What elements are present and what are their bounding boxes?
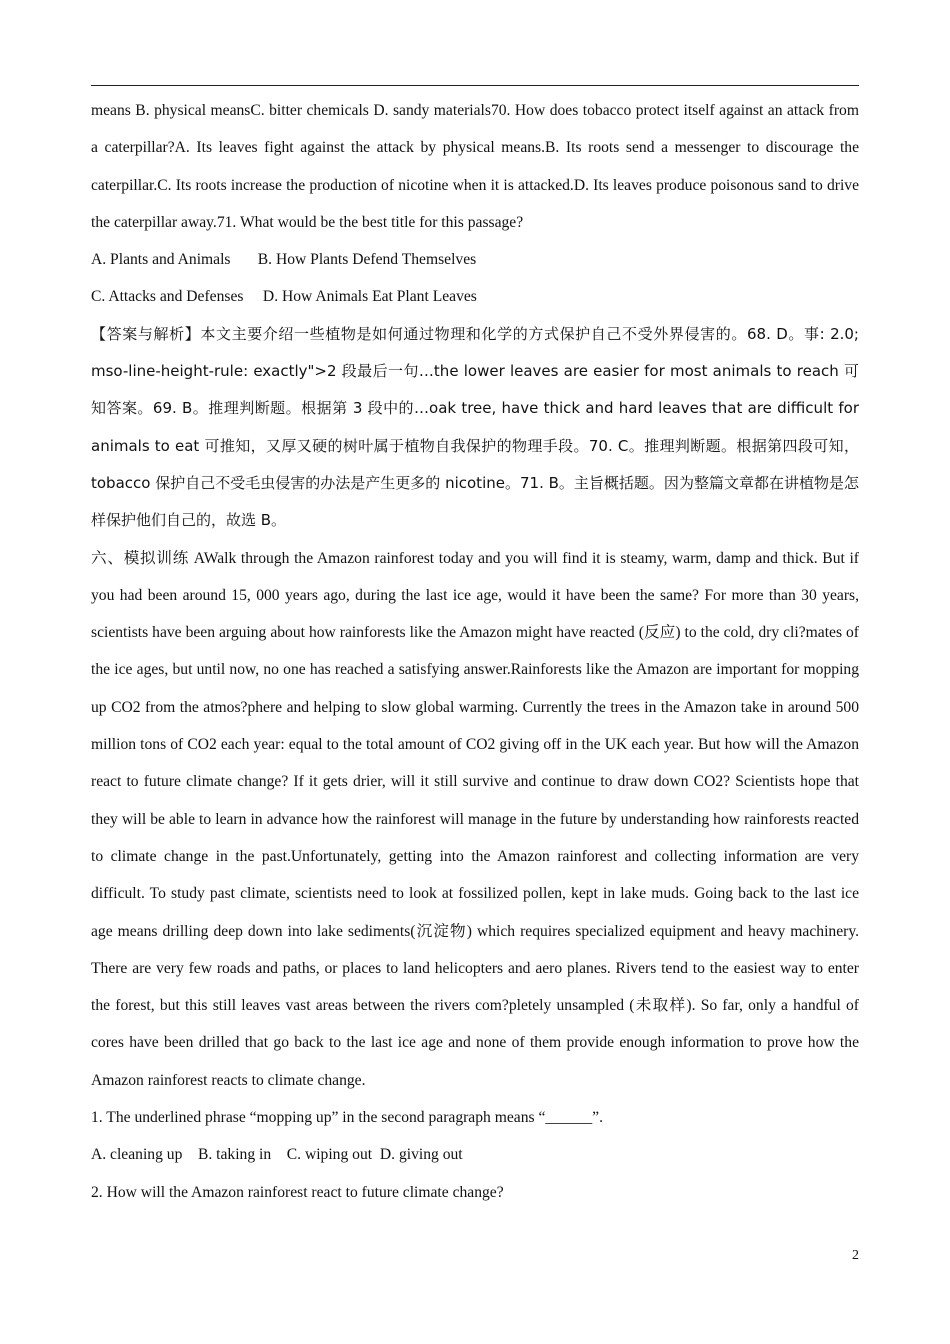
page-content [91,92,859,1211]
question-1-options: A. cleaning up B. taking in C. wiping out D. giving out [91,1146,463,1164]
question-70-71-paragraph: means B. physical meansC. bitter chemicals D. sandy materials70. How does tobacco protect itself against an attack from a caterpillar?A. Its leaves fight against the attack by physical means.B. Its roots send a messenger to discourage the caterpillar.C. Its roots increase the production of nicotine when it is attacked.D. Its leaves produce poisonous sand to drive the caterpillar away.71. What would be the best title for this passage? [91,102,859,231]
question-1: 1. The underlined phrase “mopping up” in the second paragraph means “______”. [91,1109,603,1127]
header-rule [91,85,859,86]
question-71-options-cd: C. Attacks and Defenses D. How Animals Eat Plant Leaves [91,288,477,306]
reading-passage: 六、模拟训练 AWalk through the Amazon rainforest today and you will find it is steamy, warm, damp and thick. But if you had been around 15, 000 years ago, during the last ice age, would it have been the same? For more than 30 years, scientists have been arguing about how rainforests like the Amazon might have reacted (反应) to the cold, dry cli?mates of the ice ages, but until now, no one has reached a satisfying answer.Rainforests like the Amazon are important for mopping up CO2 from the atmos?phere and helping to slow global warming. Currently the trees in the Amazon take in around 500 million tons of CO2 each year: equal to the total amount of CO2 giving off in the UK each year. But how will the Amazon react to future climate change? If it gets drier, will it still survive and continue to draw down CO2? Scientists hope that they will be able to learn in advance how the rainforest will manage in the future by understanding how rainforests reacted to climate change in the past.Unfortunately, getting into the Amazon rainforest and collecting information are very difficult. To study past climate, scientists need to look at fossilized pollen, kept in lake muds. Going back to the last ice age means drilling deep down into lake sediments(沉淀物) which requires specialized equipment and heavy machinery. There are very few roads and paths, or places to land helicopters and aero planes. Rivers tend to the easiest way to enter the forest, but this still leaves vast areas between the rivers com?pletely unsampled (未取样). So far, only a handful of cores have been drilled that go back to the last ice age and none of them provide enough information to prove how the Amazon rainforest reacts to climate change. [91,549,859,1089]
page-number: 2 [852,1248,859,1263]
question-71-options-ab: A. Plants and Animals B. How Plants Defend Themselves [91,251,477,269]
answer-explanation: 【答案与解析】本文主要介绍一些植物是如何通过物理和化学的方式保护自己不受外界侵害的。68. D。事: 2.0; mso-line-height-rule: exactly">2 段最后一句…the lower leaves are easier for most animals to reach 可知答案。69. B。推理判断题。根据第 3 段中的…oak tree, have thick and hard leaves that are difficult for animals to eat 可推知，又厚又硬的树叶属于植物自我保护的物理手段。70. C。推理判断题。根据第四段可知，tobacco 保护自己不受毛虫侵害的办法是产生更多的 nicotine。71. B。主旨概括题。因为整篇文章都在讲植物是怎样保护他们自己的，故选 B。 [91,324,859,530]
question-2: 2. How will the Amazon rainforest react to future climate change? [91,1183,504,1201]
